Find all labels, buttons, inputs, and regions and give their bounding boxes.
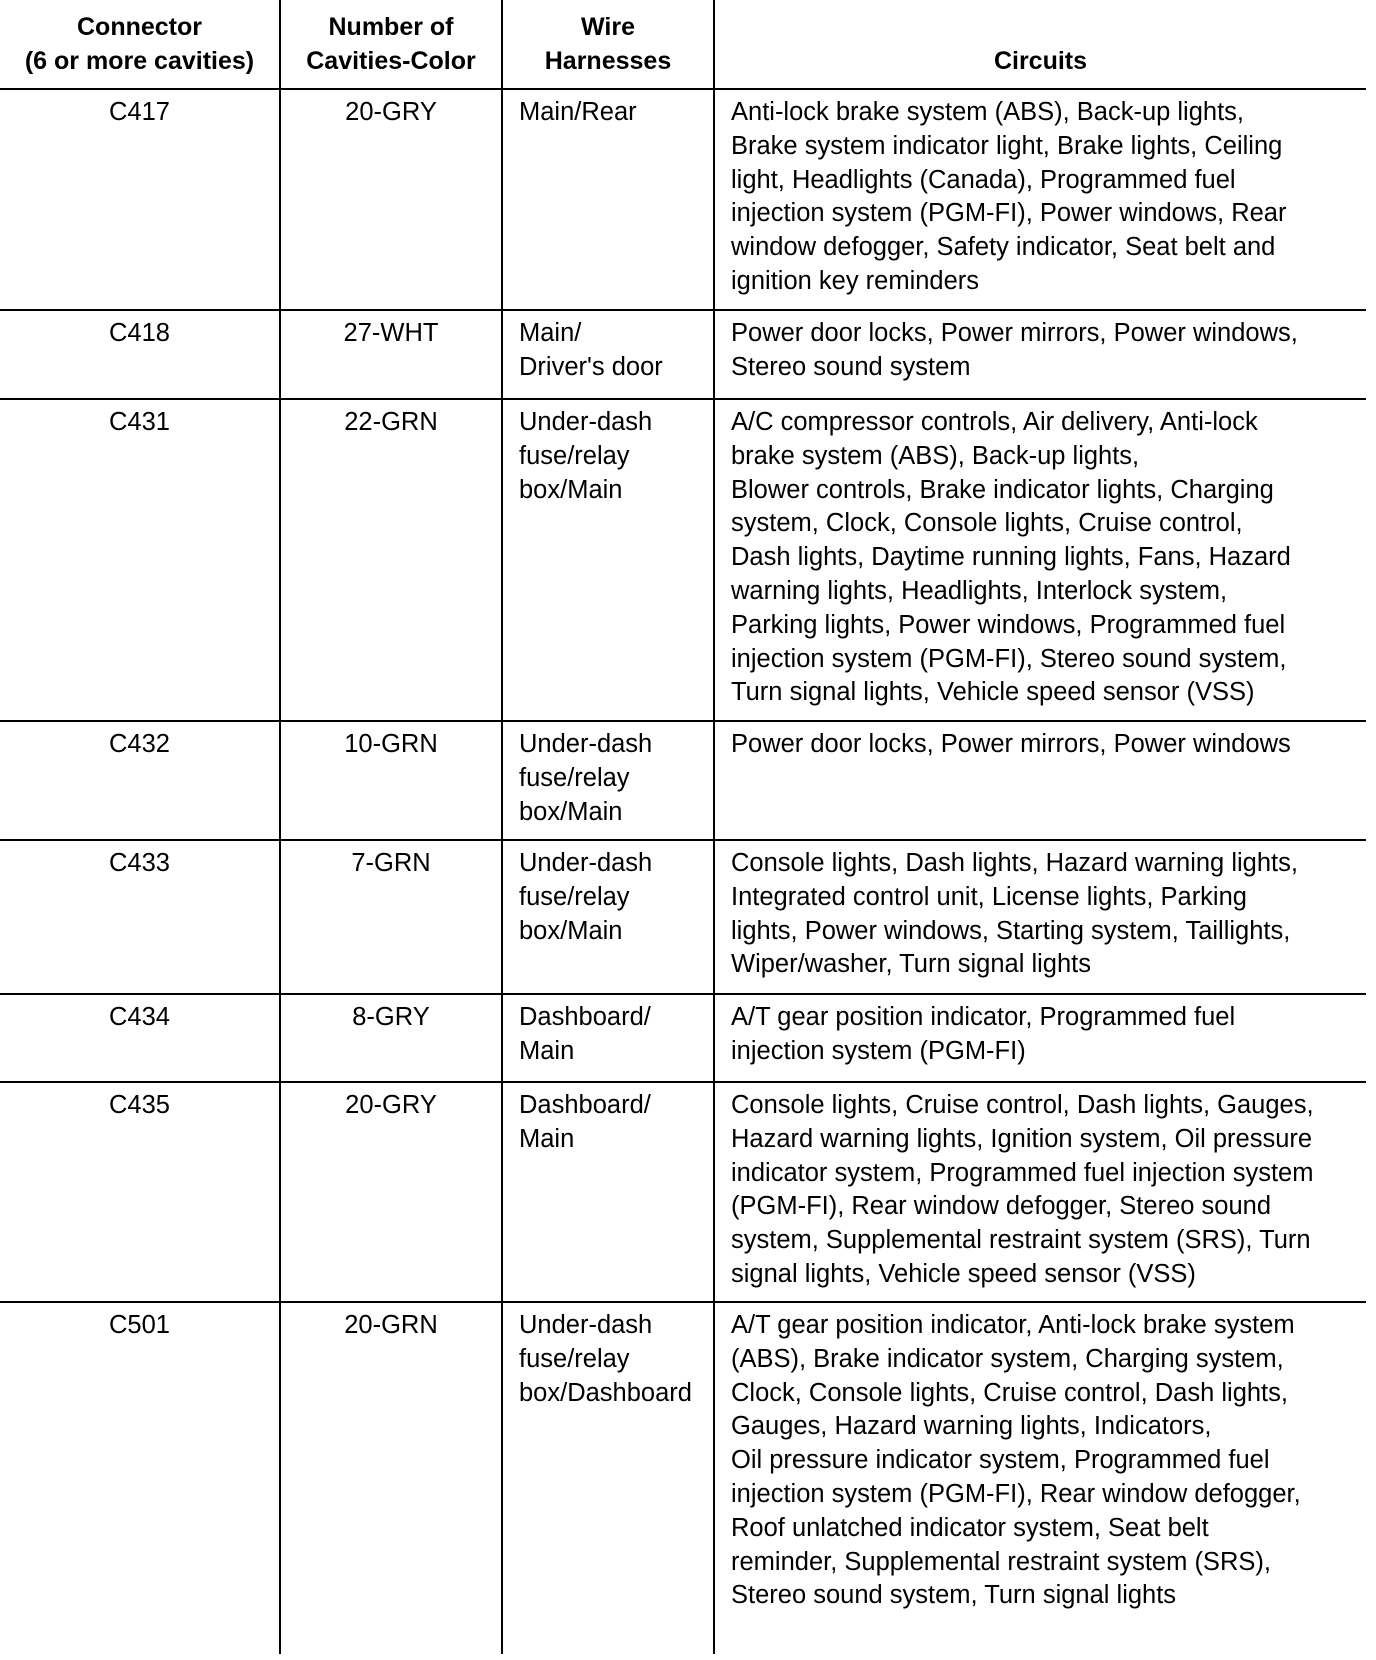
circuits-cell-line: Anti-lock brake system (ABS), Back-up lights, [731, 98, 1245, 126]
circuits-cell-line: (PGM-FI), Rear window defogger, Stereo sound [731, 1192, 1271, 1221]
circuits-cell-line: Stereo sound system [731, 352, 971, 381]
harness-cell [502, 310, 714, 399]
cavities-cell-line: 8-GRY [352, 1003, 430, 1031]
circuits-cell-line: Power door locks, Power mirrors, Power windows [731, 730, 1291, 758]
harness-cell-line: Under-dash [519, 849, 653, 877]
connector-cell [0, 721, 280, 840]
harness-cell-line: Main [519, 1036, 575, 1065]
circuits-cell-line: injection system (PGM-FI) [731, 1036, 1026, 1065]
connector-cell-line: C433 [109, 849, 170, 877]
table-row [0, 840, 1366, 994]
header-line: Wire [581, 13, 635, 41]
harness-cell [502, 840, 714, 994]
harness-cell-line: Main [519, 1124, 575, 1153]
connector-cell [0, 399, 280, 721]
harness-cell-line: fuse/relay [519, 1344, 630, 1373]
circuits-cell-line: injection system (PGM-FI), Power windows, Rear [731, 199, 1287, 228]
connector-cell-line: C434 [109, 1003, 170, 1031]
circuits-cell-line: Dash lights, Daytime running lights, Fans, Hazard [731, 543, 1291, 572]
cavities-cell [280, 1082, 502, 1302]
harness-cell-line: Main/Rear [519, 98, 637, 126]
harness-cell-line: Dashboard/ [519, 1003, 651, 1031]
cavities-cell-line: 22-GRN [344, 408, 438, 436]
header-line: Number of [328, 13, 454, 41]
circuits-cell-line: injection system (PGM-FI), Rear window defogger, [731, 1479, 1301, 1508]
cavities-cell-line: 27-WHT [343, 319, 439, 347]
circuits-cell-line: A/T gear position indicator, Anti-lock brake system [731, 1311, 1295, 1339]
cavities-cell-line: 20-GRN [344, 1311, 438, 1339]
circuits-cell-line: Gauges, Hazard warning lights, Indicators, [731, 1412, 1212, 1441]
connector-cell-line: C435 [109, 1091, 170, 1119]
harness-cell [502, 1302, 714, 1654]
harness-cell-line: Main/ [519, 319, 582, 347]
circuits-cell [714, 994, 1366, 1082]
circuits-cell [714, 89, 1366, 310]
cavities-cell [280, 721, 502, 840]
harness-cell-line: fuse/relay [519, 763, 630, 792]
connector-cell [0, 89, 280, 310]
harness-cell-line: box/Dashboard [519, 1378, 692, 1407]
circuits-cell-line: Stereo sound system, Turn signal lights [731, 1581, 1177, 1610]
connector-cell-line: C432 [109, 730, 170, 758]
harness-cell-line: fuse/relay [519, 882, 630, 911]
circuits-cell-line: Power door locks, Power mirrors, Power windows, [731, 319, 1298, 347]
connector-cell [0, 1082, 280, 1302]
harness-cell [502, 721, 714, 840]
header-circuits [714, 0, 1366, 89]
connector-cell-line: C501 [109, 1311, 170, 1339]
harness-cell-line: Dashboard/ [519, 1091, 651, 1119]
cavities-cell-line: 7-GRN [351, 849, 431, 877]
harness-cell-line: Under-dash [519, 408, 653, 436]
harness-cell [502, 1082, 714, 1302]
circuits-cell-line: Clock, Console lights, Cruise control, Dash lights, [731, 1378, 1288, 1407]
cavities-cell [280, 994, 502, 1082]
circuits-cell [714, 310, 1366, 399]
circuits-cell-line: Hazard warning lights, Ignition system, Oil pressure [731, 1124, 1313, 1153]
cavities-cell [280, 399, 502, 721]
header-line: Harnesses [544, 47, 672, 75]
circuits-cell-line: (ABS), Brake indicator system, Charging system, [731, 1344, 1284, 1373]
circuits-cell-line: system, Clock, Console lights, Cruise control, [731, 509, 1243, 538]
header-row [0, 0, 1366, 89]
circuits-cell-line: Blower controls, Brake indicator lights, Charging [731, 475, 1274, 504]
harness-cell-line: box/Main [519, 797, 623, 826]
cavities-cell-line: 10-GRN [344, 730, 438, 758]
circuits-cell-line: window defogger, Safety indicator, Seat belt and [731, 233, 1276, 262]
circuits-cell [714, 721, 1366, 840]
header-line: Circuits [993, 47, 1088, 75]
circuits-cell-line: Turn signal lights, Vehicle speed sensor (VSS) [731, 678, 1255, 707]
circuits-cell-line: brake system (ABS), Back-up lights, [731, 441, 1140, 470]
circuits-cell-line: ignition key reminders [731, 266, 980, 295]
circuits-cell-line: Console lights, Cruise control, Dash lights, Gauges, [731, 1091, 1314, 1119]
cavities-cell [280, 840, 502, 994]
circuits-cell-line: Integrated control unit, License lights, Parking [731, 882, 1247, 911]
connector-cell-line: C417 [109, 98, 170, 126]
circuits-cell-line: A/C compressor controls, Air delivery, Anti-lock [731, 408, 1258, 436]
cavities-cell [280, 1302, 502, 1654]
harness-cell [502, 89, 714, 310]
harness-cell-line: fuse/relay [519, 441, 630, 470]
circuits-cell-line: A/T gear position indicator, Programmed fuel [731, 1003, 1236, 1031]
connector-cell [0, 994, 280, 1082]
table-row [0, 1302, 1366, 1654]
harness-cell-line: Under-dash [519, 730, 653, 758]
connector-cell-line: C418 [109, 319, 170, 347]
cavities-cell [280, 310, 502, 399]
connector-cell-line: C431 [109, 408, 170, 436]
table-row [0, 994, 1366, 1082]
circuits-cell [714, 1082, 1366, 1302]
circuits-cell-line: reminder, Supplemental restraint system (SRS), [731, 1547, 1271, 1576]
table-row [0, 1082, 1366, 1302]
cavities-cell-line: 20-GRY [345, 1091, 437, 1119]
harness-cell-line: Under-dash [519, 1311, 653, 1339]
header-line: (6 or more cavities) [24, 47, 255, 75]
circuits-cell-line: Oil pressure indicator system, Programmed fuel [731, 1446, 1270, 1475]
header-harnesses [502, 0, 714, 89]
circuits-cell-line: Roof unlatched indicator system, Seat belt [731, 1513, 1209, 1542]
circuits-cell-line: light, Headlights (Canada), Programmed fuel [731, 165, 1236, 194]
circuits-cell-line: Wiper/washer, Turn signal lights [731, 950, 1091, 979]
circuits-cell-line: Parking lights, Power windows, Programmed fuel [731, 610, 1286, 639]
header-line: Cavities-Color [306, 47, 476, 75]
circuits-cell [714, 1302, 1366, 1654]
cavities-cell [280, 89, 502, 310]
harness-cell [502, 994, 714, 1082]
table-row [0, 721, 1366, 840]
harness-cell-line: box/Main [519, 475, 623, 504]
circuits-cell [714, 399, 1366, 721]
harness-cell-line: box/Main [519, 916, 623, 945]
circuits-cell-line: signal lights, Vehicle speed sensor (VSS) [731, 1259, 1196, 1288]
circuits-cell-line: indicator system, Programmed fuel injection system [731, 1158, 1314, 1187]
circuits-cell-line: system, Supplemental restraint system (SRS), Turn [731, 1226, 1311, 1255]
header-cavities [280, 0, 502, 89]
circuits-cell-line: lights, Power windows, Starting system, Taillights, [731, 916, 1291, 945]
header-line: Connector [77, 13, 202, 41]
connector-cell [0, 840, 280, 994]
harness-cell-line: Driver's door [519, 352, 663, 381]
table-row [0, 89, 1366, 310]
harness-cell [502, 399, 714, 721]
circuits-cell-line: Brake system indicator light, Brake lights, Ceiling [731, 131, 1283, 160]
table-row [0, 399, 1366, 721]
circuits-cell [714, 840, 1366, 994]
circuits-cell-line: injection system (PGM-FI), Stereo sound system, [731, 644, 1287, 673]
connector-cell [0, 310, 280, 399]
table-row [0, 310, 1366, 399]
connector-cell [0, 1302, 280, 1654]
header-connector [0, 0, 280, 89]
circuits-cell-line: warning lights, Headlights, Interlock system, [731, 576, 1228, 605]
circuits-cell-line: Console lights, Dash lights, Hazard warning lights, [731, 849, 1298, 877]
cavities-cell-line: 20-GRY [345, 98, 437, 126]
